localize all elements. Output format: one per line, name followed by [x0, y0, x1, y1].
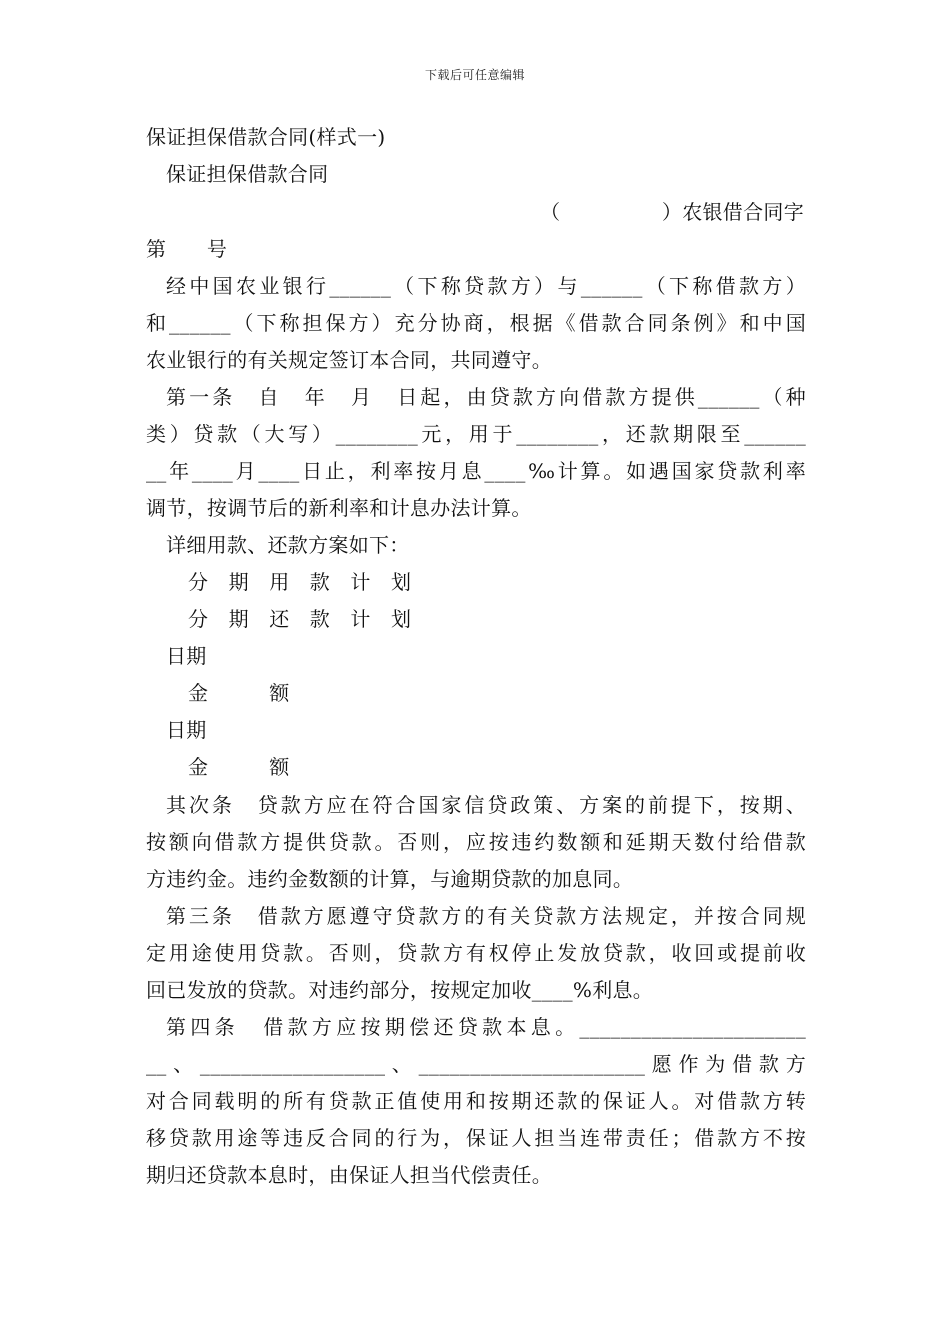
article-3-line: 第三条 借款方愿遵守贷款方的有关贷款方法规定，并按合同规 [166, 904, 806, 928]
paragraph-line: 经中国农业银行______（下称贷款方）与______（下称借款方） [166, 274, 806, 298]
contract-title: 保证担保借款合同 [166, 162, 329, 186]
drawdown-plan-heading: 分 期 用 款 计 划 [188, 570, 412, 594]
date-label: 日期 [166, 718, 207, 742]
article-1-line: 调节，按调节后的新利率和计息办法计算。 [146, 496, 532, 520]
article-3-line: 回已发放的贷款。对违约部分，按规定加收____%利息。 [146, 978, 654, 1002]
plan-intro: 详细用款、还款方案如下： [166, 533, 410, 557]
article-4-line: __、__________________、______________________愿作为借款方 [146, 1052, 806, 1076]
article-4-line: 对合同载明的所有贷款正值使用和按期还款的保证人。对借款方转 [146, 1089, 806, 1113]
amount-label: 金 额 [188, 755, 290, 779]
document-title: 保证担保借款合同(样式一) [146, 125, 386, 149]
article-4-line: 第四条 借款方应按期偿还贷款本息。______________________ [166, 1015, 806, 1039]
article-3-line: 定用途使用贷款。否则，贷款方有权停止发放贷款，收回或提前收 [146, 941, 806, 965]
article-4-line: 移贷款用途等违反合同的行为，保证人担当连带责任；借款方不按 [146, 1126, 806, 1150]
article-2-line: 按额向借款方提供贷款。否则，应按违约数额和延期天数付给借款 [146, 830, 806, 854]
article-4-line: 期归还贷款本息时，由保证人担当代偿责任。 [146, 1163, 552, 1187]
date-label: 日期 [166, 644, 207, 668]
article-2-line: 方违约金。违约金数额的计算，与逾期贷款的加息同。 [146, 867, 634, 891]
repayment-plan-heading: 分 期 还 款 计 划 [188, 607, 412, 631]
paragraph-line: 农业银行的有关规定签订本合同，共同遵守。 [146, 348, 552, 372]
contract-number-line: （ ）农银借合同字 [540, 200, 804, 224]
article-2-line: 其次条 贷款方应在符合国家信贷政策、方案的前提下，按期、 [166, 793, 806, 817]
page-header: 下载后可任意编辑 [424, 68, 525, 82]
amount-label: 金 额 [188, 681, 290, 705]
paragraph-line: 和______（下称担保方）充分协商，根据《借款合同条例》和中国 [146, 311, 806, 335]
contract-number-suffix: 第 号 [146, 237, 228, 261]
article-1-line: 第一条 自 年 月 日起，由贷款方向借款方提供______（种 [166, 385, 806, 409]
article-1-line: __年____月____日止，利率按月息____‰计算。如遇国家贷款利率 [146, 459, 806, 483]
article-1-line: 类）贷款（大写）________元，用于________，还款期限至______ [146, 422, 806, 446]
